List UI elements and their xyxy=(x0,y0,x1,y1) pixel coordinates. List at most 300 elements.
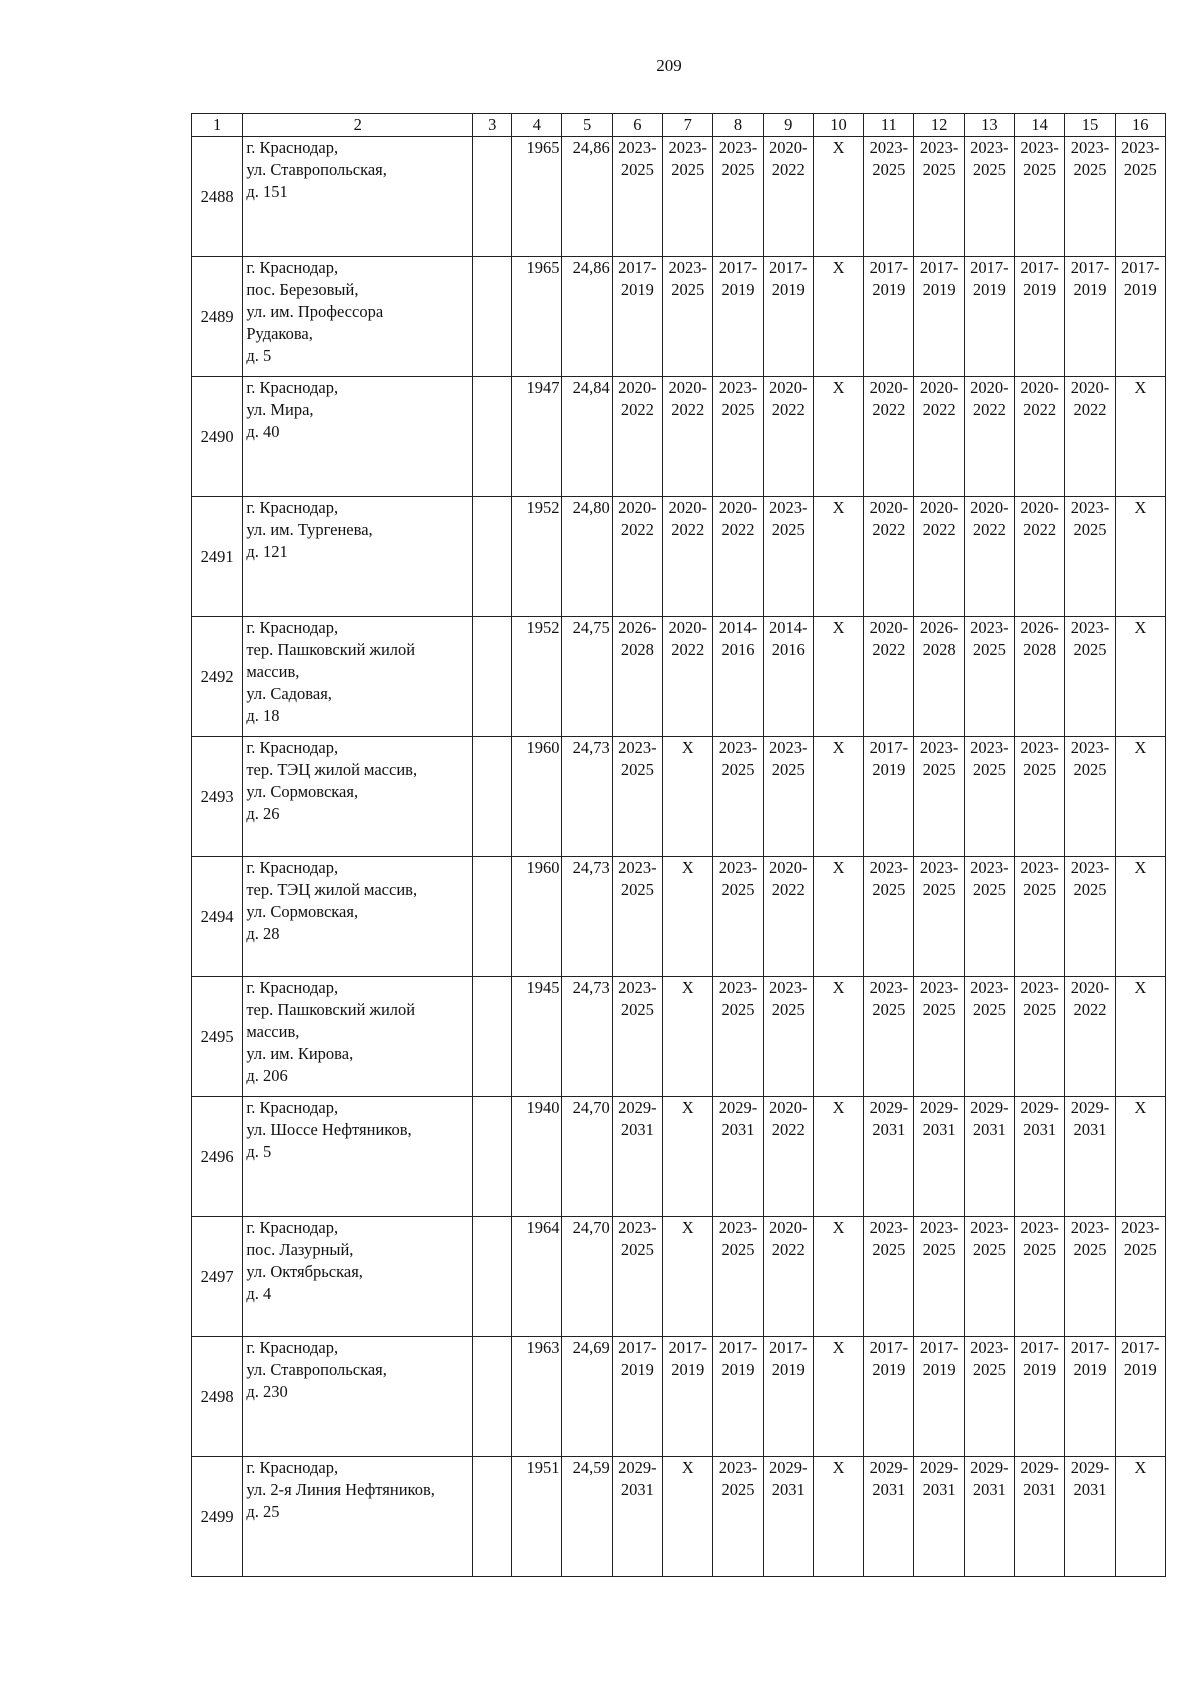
period-cell-col-14 xyxy=(1015,1457,1065,1577)
period-text: 2020- xyxy=(919,498,959,517)
address-cell xyxy=(243,857,473,977)
period-text: Х xyxy=(681,1458,694,1477)
page-number: 209 xyxy=(656,56,682,75)
period-cell-col-12 xyxy=(914,497,964,617)
period-cell-col-8 xyxy=(713,737,763,857)
period-cell-col-13 xyxy=(964,617,1014,737)
period-cell-col-13 xyxy=(964,737,1014,857)
period-text: 2017- xyxy=(718,258,758,277)
address-line: г. Краснодар, xyxy=(246,138,339,157)
period-text: 2023- xyxy=(1020,1218,1059,1237)
address-cell xyxy=(243,1337,473,1457)
period-cell-col-14 xyxy=(1015,1217,1065,1337)
period-cell-col-6 xyxy=(612,257,662,377)
period-text: 2023- xyxy=(618,858,657,877)
period-text: 2022 xyxy=(1023,520,1057,539)
period-text: 2029- xyxy=(618,1458,657,1477)
period-cell-col-14 xyxy=(1015,137,1065,257)
period-text: 2020- xyxy=(618,378,657,397)
period-text: 2029- xyxy=(769,1458,808,1477)
period-text: Х xyxy=(681,738,694,757)
table-body xyxy=(192,137,1166,1577)
address-line: массив, xyxy=(246,662,300,681)
period-text: 2031 xyxy=(620,1480,654,1499)
address-line: ул. им. Профессора xyxy=(246,302,384,321)
header-cell-6: 6 xyxy=(612,114,662,137)
period-text: 2029- xyxy=(618,1098,657,1117)
period-text: 2023- xyxy=(718,378,758,397)
period-text: 2023- xyxy=(970,1338,1009,1357)
period-text: 2023- xyxy=(1070,138,1110,157)
period-text: 2025 xyxy=(1073,520,1107,539)
period-cell-col-8 xyxy=(713,1337,763,1457)
period-text: 2023- xyxy=(718,138,758,157)
period-cell-col-9 xyxy=(763,857,813,977)
period-text: 2017- xyxy=(668,1338,707,1357)
period-cell-col-12 xyxy=(914,737,964,857)
period-text: 2017- xyxy=(1070,1338,1110,1357)
period-text: 2025 xyxy=(1023,1240,1057,1259)
period-text: 2022 xyxy=(1073,1000,1107,1019)
period-text: 2023- xyxy=(1020,978,1059,997)
year-built-cell: 1945 xyxy=(512,977,562,1097)
address-line: ул. им. Кирова, xyxy=(246,1044,354,1063)
address-cell xyxy=(243,497,473,617)
column-3-cell xyxy=(473,1217,512,1337)
period-text: 2023- xyxy=(919,1218,959,1237)
column-3-cell xyxy=(473,137,512,257)
period-cell-col-15 xyxy=(1065,377,1115,497)
period-cell-col-15 xyxy=(1065,1097,1115,1217)
period-cell-col-9 xyxy=(763,617,813,737)
period-text: 2023- xyxy=(618,738,657,757)
period-text: 2023- xyxy=(718,738,758,757)
row-number-cell: 2492 xyxy=(192,617,243,737)
value-cell: 24,59 xyxy=(562,1457,612,1577)
period-text: Х xyxy=(1134,858,1147,877)
period-text: 2020- xyxy=(618,498,657,517)
header-cell-4: 4 xyxy=(512,114,562,137)
period-text: 2025 xyxy=(620,1240,654,1259)
header-cell-8: 8 xyxy=(713,114,763,137)
header-cell-11: 11 xyxy=(864,114,914,137)
value-cell: 24,70 xyxy=(562,1097,612,1217)
period-cell-col-15 xyxy=(1065,1217,1115,1337)
year-built-cell: 1963 xyxy=(512,1337,562,1457)
period-text: 2023- xyxy=(970,858,1009,877)
period-text: 2031 xyxy=(620,1120,654,1139)
period-text: 2023- xyxy=(869,978,909,997)
period-cell-col-14 xyxy=(1015,497,1065,617)
period-text: 2023- xyxy=(1121,1218,1160,1237)
period-text: 2022 xyxy=(771,400,805,419)
value-cell: 24,73 xyxy=(562,737,612,857)
period-cell-col-8 xyxy=(713,377,763,497)
period-cell-col-9 xyxy=(763,977,813,1097)
period-cell-col-16 xyxy=(1115,137,1165,257)
period-text: 2025 xyxy=(671,160,705,179)
period-text: 2022 xyxy=(922,400,956,419)
period-text: 2029- xyxy=(1070,1098,1110,1117)
period-cell-col-6 xyxy=(612,1217,662,1337)
period-text: 2025 xyxy=(1123,1240,1157,1259)
period-text: 2017- xyxy=(618,1338,657,1357)
header-cell-9: 9 xyxy=(763,114,813,137)
period-cell-col-8 xyxy=(713,497,763,617)
header-cell-3: 3 xyxy=(473,114,512,137)
period-cell-col-10 xyxy=(813,1457,863,1577)
period-text: Х xyxy=(1134,978,1147,997)
period-cell-col-16 xyxy=(1115,617,1165,737)
year-built-cell: 1960 xyxy=(512,857,562,977)
address-line: д. 5 xyxy=(246,346,272,365)
period-cell-col-11 xyxy=(864,1217,914,1337)
header-cell-14: 14 xyxy=(1015,114,1065,137)
period-text: 2023- xyxy=(919,738,959,757)
period-text: 2029- xyxy=(919,1458,959,1477)
period-text: 2031 xyxy=(922,1480,956,1499)
period-cell-col-6 xyxy=(612,497,662,617)
year-built-cell: 1940 xyxy=(512,1097,562,1217)
period-cell-col-12 xyxy=(914,1217,964,1337)
period-cell-col-12 xyxy=(914,977,964,1097)
address-line: д. 4 xyxy=(246,1284,272,1303)
period-cell-col-10 xyxy=(813,1337,863,1457)
period-text: 2026- xyxy=(1020,618,1059,637)
period-cell-col-6 xyxy=(612,1337,662,1457)
period-text: 2025 xyxy=(972,760,1006,779)
period-cell-col-8 xyxy=(713,617,763,737)
value-cell: 24,75 xyxy=(562,617,612,737)
address-line: ул. Шоссе Нефтяников, xyxy=(246,1120,412,1139)
address-line: ул. Сормовская, xyxy=(246,782,359,801)
period-cell-col-16 xyxy=(1115,1217,1165,1337)
period-cell-col-11 xyxy=(864,257,914,377)
address-line: д. 25 xyxy=(246,1502,280,1521)
period-text: 2025 xyxy=(721,160,755,179)
row-number-cell: 2494 xyxy=(192,857,243,977)
column-3-cell xyxy=(473,1337,512,1457)
period-text: 2025 xyxy=(721,1000,755,1019)
period-cell-col-7 xyxy=(663,617,713,737)
period-text: 2031 xyxy=(721,1120,755,1139)
period-cell-col-12 xyxy=(914,1097,964,1217)
period-cell-col-15 xyxy=(1065,617,1115,737)
period-text: 2025 xyxy=(721,1240,755,1259)
period-text: 2016 xyxy=(721,640,755,659)
period-text: 2017- xyxy=(618,258,657,277)
address-cell xyxy=(243,137,473,257)
table-row xyxy=(192,1337,1166,1457)
period-text: 2017- xyxy=(1121,258,1160,277)
period-text: 2025 xyxy=(771,760,805,779)
year-built-cell: 1964 xyxy=(512,1217,562,1337)
period-text: 2023- xyxy=(869,138,909,157)
column-3-cell xyxy=(473,1097,512,1217)
period-text: Х xyxy=(832,618,845,637)
period-cell-col-6 xyxy=(612,977,662,1097)
period-cell-col-14 xyxy=(1015,617,1065,737)
value-cell: 24,84 xyxy=(562,377,612,497)
year-built-cell: 1965 xyxy=(512,137,562,257)
period-text: Х xyxy=(1134,498,1147,517)
address-line: д. 40 xyxy=(246,422,280,441)
period-text: 2025 xyxy=(1023,160,1057,179)
table-row xyxy=(192,377,1166,497)
period-text: Х xyxy=(1134,1098,1147,1117)
period-text: 2020- xyxy=(869,618,909,637)
period-text: 2022 xyxy=(671,520,705,539)
address-line: д. 151 xyxy=(246,182,288,201)
period-text: 2023- xyxy=(668,138,707,157)
row-number-cell: 2489 xyxy=(192,257,243,377)
period-text: 2029- xyxy=(1020,1458,1059,1477)
period-cell-col-9 xyxy=(763,1457,813,1577)
period-text: 2020- xyxy=(970,378,1009,397)
period-cell-col-7 xyxy=(663,1097,713,1217)
column-3-cell xyxy=(473,857,512,977)
period-text: 2025 xyxy=(1073,1240,1107,1259)
address-cell xyxy=(243,977,473,1097)
period-text: 2025 xyxy=(671,280,705,299)
period-cell-col-15 xyxy=(1065,137,1115,257)
period-text: 2025 xyxy=(872,1000,906,1019)
period-text: 2031 xyxy=(872,1480,906,1499)
year-built-cell: 1952 xyxy=(512,617,562,737)
period-text: Х xyxy=(832,138,845,157)
address-cell xyxy=(243,377,473,497)
period-cell-col-14 xyxy=(1015,1097,1065,1217)
header-cell-2: 2 xyxy=(243,114,473,137)
period-text: 2029- xyxy=(1020,1098,1059,1117)
period-text: 2017- xyxy=(1121,1338,1160,1357)
period-cell-col-8 xyxy=(713,257,763,377)
address-line: ул. Мира, xyxy=(246,400,314,419)
period-text: 2023- xyxy=(1070,738,1110,757)
period-text: 2019 xyxy=(620,280,654,299)
period-text: 2017- xyxy=(1020,1338,1059,1357)
period-text: Х xyxy=(681,978,694,997)
table-row xyxy=(192,497,1166,617)
period-text: 2023- xyxy=(970,978,1009,997)
housing-repair-schedule-table xyxy=(191,113,1166,1577)
period-text: 2019 xyxy=(1123,1360,1157,1379)
period-text: 2025 xyxy=(972,640,1006,659)
period-cell-col-7 xyxy=(663,857,713,977)
period-text: 2014- xyxy=(718,618,758,637)
period-text: 2023- xyxy=(718,858,758,877)
period-cell-col-15 xyxy=(1065,857,1115,977)
period-cell-col-9 xyxy=(763,137,813,257)
period-text: 2025 xyxy=(872,1240,906,1259)
period-text: 2028 xyxy=(922,640,956,659)
period-text: 2031 xyxy=(771,1480,805,1499)
address-line: ул. Садовая, xyxy=(246,684,332,703)
period-text: 2017- xyxy=(1070,258,1110,277)
period-text: 2025 xyxy=(972,1000,1006,1019)
address-cell xyxy=(243,257,473,377)
period-cell-col-10 xyxy=(813,857,863,977)
year-built-cell: 1965 xyxy=(512,257,562,377)
period-text: 2023- xyxy=(718,1218,758,1237)
address-line: г. Краснодар, xyxy=(246,498,339,517)
row-number-cell: 2497 xyxy=(192,1217,243,1337)
period-cell-col-7 xyxy=(663,1457,713,1577)
period-cell-col-9 xyxy=(763,737,813,857)
period-text: 2023- xyxy=(1020,138,1059,157)
header-cell-5: 5 xyxy=(562,114,612,137)
period-cell-col-13 xyxy=(964,1097,1014,1217)
address-line: пос. Березовый, xyxy=(246,280,359,299)
address-line: пос. Лазурный, xyxy=(246,1240,354,1259)
period-text: 2022 xyxy=(1073,400,1107,419)
period-text: 2023- xyxy=(1121,138,1160,157)
period-cell-col-16 xyxy=(1115,497,1165,617)
period-text: 2023- xyxy=(1070,498,1110,517)
period-cell-col-16 xyxy=(1115,257,1165,377)
period-text: 2020- xyxy=(1020,378,1059,397)
period-text: 2025 xyxy=(620,880,654,899)
period-text: 2023- xyxy=(668,258,707,277)
table-row xyxy=(192,1217,1166,1337)
period-text: 2017- xyxy=(869,258,909,277)
header-cell-12: 12 xyxy=(914,114,964,137)
address-line: д. 5 xyxy=(246,1142,272,1161)
period-text: 2019 xyxy=(1123,280,1157,299)
table-row xyxy=(192,977,1166,1097)
column-3-cell xyxy=(473,257,512,377)
period-cell-col-7 xyxy=(663,737,713,857)
address-line: ул. Октябрьская, xyxy=(246,1262,363,1281)
period-text: 2025 xyxy=(1073,880,1107,899)
address-line: г. Краснодар, xyxy=(246,258,339,277)
address-line: Рудакова, xyxy=(246,324,313,343)
period-text: 2025 xyxy=(620,1000,654,1019)
period-cell-col-11 xyxy=(864,1097,914,1217)
period-cell-col-14 xyxy=(1015,257,1065,377)
period-text: 2029- xyxy=(970,1098,1009,1117)
period-cell-col-15 xyxy=(1065,1457,1115,1577)
period-cell-col-13 xyxy=(964,497,1014,617)
period-cell-col-9 xyxy=(763,377,813,497)
period-text: 2017- xyxy=(869,738,909,757)
row-number-cell: 2493 xyxy=(192,737,243,857)
period-text: Х xyxy=(832,1098,845,1117)
period-text: 2028 xyxy=(620,640,654,659)
period-text: 2023- xyxy=(1020,858,1059,877)
period-cell-col-12 xyxy=(914,377,964,497)
period-text: 2019 xyxy=(1023,280,1057,299)
period-cell-col-16 xyxy=(1115,377,1165,497)
period-cell-col-8 xyxy=(713,977,763,1097)
period-text: 2016 xyxy=(771,640,805,659)
period-cell-col-8 xyxy=(713,857,763,977)
period-text: 2023- xyxy=(769,978,808,997)
period-cell-col-10 xyxy=(813,737,863,857)
period-cell-col-10 xyxy=(813,377,863,497)
period-text: 2031 xyxy=(1073,1480,1107,1499)
address-line: ул. Сормовская, xyxy=(246,902,359,921)
period-text: 2029- xyxy=(718,1098,758,1117)
period-cell-col-13 xyxy=(964,1337,1014,1457)
table-row xyxy=(192,857,1166,977)
period-text: 2020- xyxy=(668,378,707,397)
period-text: 2023- xyxy=(618,138,657,157)
period-cell-col-14 xyxy=(1015,737,1065,857)
period-text: 2025 xyxy=(1023,1000,1057,1019)
year-built-cell: 1952 xyxy=(512,497,562,617)
period-cell-col-6 xyxy=(612,377,662,497)
period-text: Х xyxy=(681,858,694,877)
address-line: г. Краснодар, xyxy=(246,858,339,877)
period-text: 2022 xyxy=(620,520,654,539)
period-text: Х xyxy=(832,378,845,397)
period-text: 2019 xyxy=(972,280,1006,299)
period-text: 2023- xyxy=(970,738,1009,757)
period-text: Х xyxy=(1134,378,1147,397)
period-text: 2025 xyxy=(721,760,755,779)
address-cell xyxy=(243,737,473,857)
period-text: 2022 xyxy=(872,400,906,419)
period-text: 2022 xyxy=(872,640,906,659)
period-cell-col-14 xyxy=(1015,977,1065,1097)
period-text: 2022 xyxy=(872,520,906,539)
period-text: 2031 xyxy=(1073,1120,1107,1139)
period-cell-col-7 xyxy=(663,257,713,377)
period-text: 2025 xyxy=(1023,760,1057,779)
address-line: г. Краснодар, xyxy=(246,978,339,997)
period-cell-col-13 xyxy=(964,377,1014,497)
value-cell: 24,86 xyxy=(562,137,612,257)
column-3-cell xyxy=(473,737,512,857)
header-cell-7: 7 xyxy=(663,114,713,137)
period-cell-col-6 xyxy=(612,857,662,977)
period-text: 2020- xyxy=(869,498,909,517)
period-text: Х xyxy=(832,738,845,757)
period-text: 2025 xyxy=(972,880,1006,899)
period-text: 2025 xyxy=(922,160,956,179)
period-text: 2025 xyxy=(771,520,805,539)
period-text: 2022 xyxy=(771,160,805,179)
period-text: 2023- xyxy=(970,618,1009,637)
period-text: 2023- xyxy=(618,1218,657,1237)
row-number-cell: 2488 xyxy=(192,137,243,257)
column-3-cell xyxy=(473,1457,512,1577)
period-text: Х xyxy=(1134,1458,1147,1477)
period-text: 2025 xyxy=(872,880,906,899)
period-cell-col-14 xyxy=(1015,377,1065,497)
period-cell-col-8 xyxy=(713,1217,763,1337)
table-row xyxy=(192,737,1166,857)
table-row xyxy=(192,1457,1166,1577)
address-line: д. 18 xyxy=(246,706,280,725)
period-cell-col-7 xyxy=(663,977,713,1097)
period-text: 2017- xyxy=(769,1338,808,1357)
address-line: тер. Пашковский жилой xyxy=(246,1000,416,1019)
address-line: д. 206 xyxy=(246,1066,288,1085)
period-cell-col-13 xyxy=(964,1457,1014,1577)
period-text: 2019 xyxy=(872,760,906,779)
period-cell-col-11 xyxy=(864,1337,914,1457)
period-cell-col-11 xyxy=(864,137,914,257)
header-cell-1: 1 xyxy=(192,114,243,137)
period-cell-col-13 xyxy=(964,1217,1014,1337)
period-cell-col-8 xyxy=(713,1097,763,1217)
row-number-cell: 2490 xyxy=(192,377,243,497)
period-text: Х xyxy=(1134,738,1147,757)
period-text: Х xyxy=(1134,618,1147,637)
period-text: 2023- xyxy=(1070,1218,1110,1237)
